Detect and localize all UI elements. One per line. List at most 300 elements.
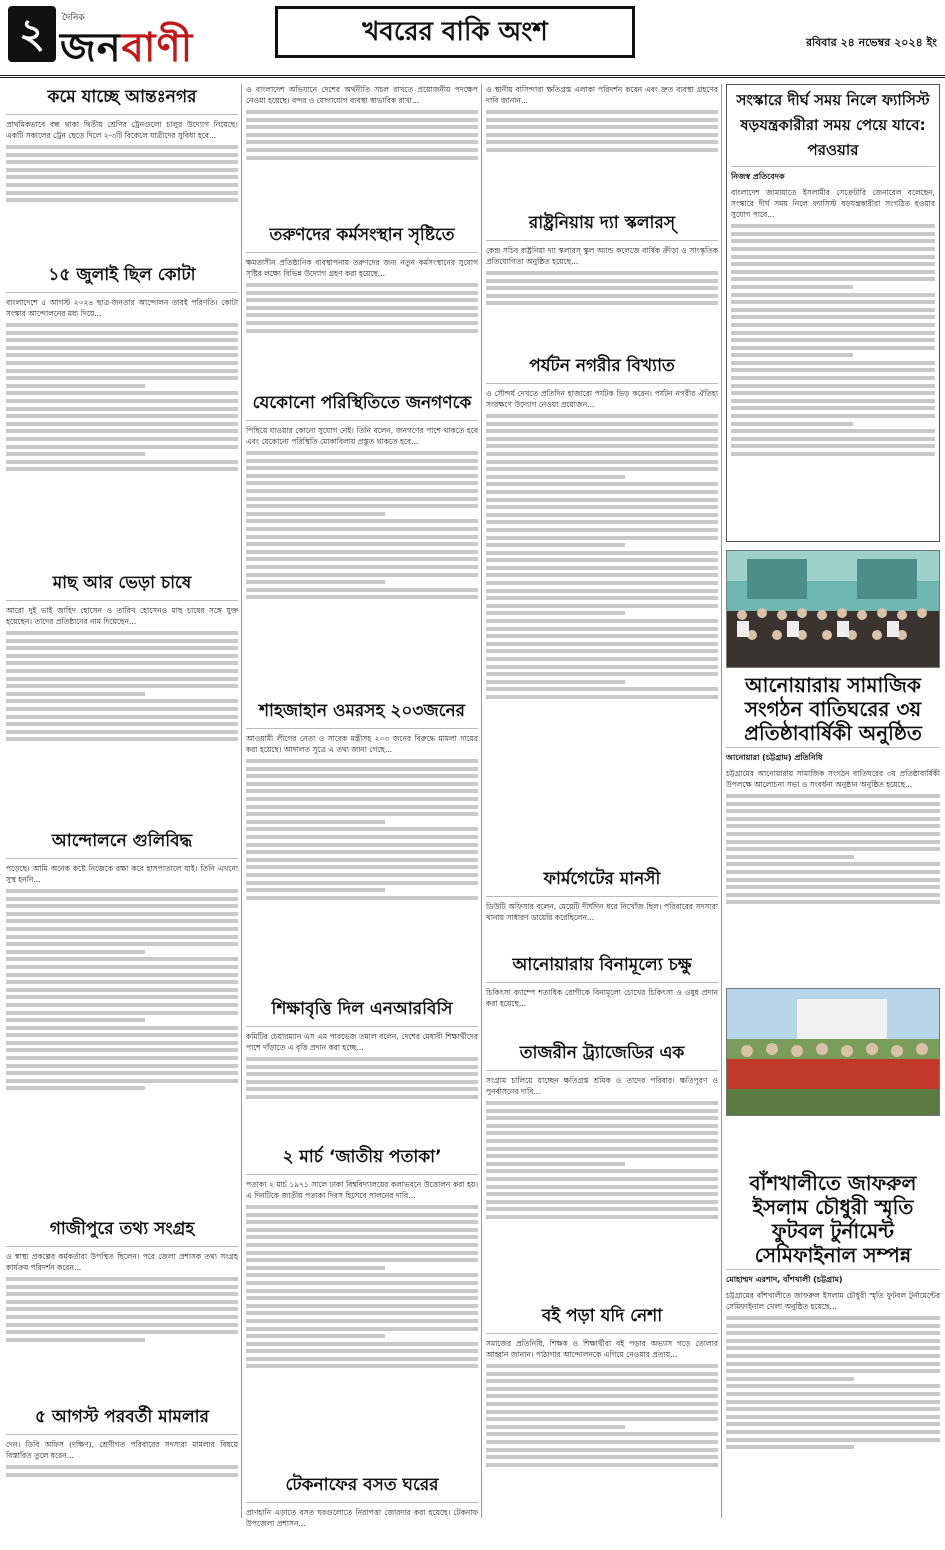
story-porwar xyxy=(726,84,940,542)
story-scholars xyxy=(486,210,718,345)
text-line-placeholder xyxy=(246,1273,478,1277)
story-body: সংগ্রাম চালিয়ে যাচ্ছেন ক্ষতিগ্রস্ত শ্রমিক ও তাদের পরিবার। ক্ষতিপূরণ ও পুনর্বাসনের দাবি... xyxy=(486,1075,718,1302)
story-body: ও সৌন্দর্য দেখতে প্রতিদিন হাজারো পর্যটক ভিড় করেন। পর্যটন নগরীর ঐতিহ্য সংরক্ষণে উদ্যোগ নেওয়া প্রয়োজন... xyxy=(486,388,718,865)
text-line-placeholder xyxy=(6,445,238,449)
text-line-placeholder xyxy=(246,573,478,577)
story-body: দেন। ডিবি অফিস (দক্ষিণ), শ্রেণীগত পরিবারের সদস্যরা মামলার বিষয়ে বিস্তারিত তুলে ধরেন... xyxy=(6,1439,238,1511)
story-body: কেন্দ্র সচিব রাষ্ট্রনিয়া দ্যা স্কলারস্ স্কুল অ্যান্ড কলেজে বার্ষিক ক্রীড়া ও সাংস্কৃতিক প্রতিযোগিতা অনুষ্ঠিত হয়েছে... xyxy=(486,245,718,352)
text-line-placeholder xyxy=(246,759,478,763)
story-continuation xyxy=(486,84,718,202)
text-line-placeholder xyxy=(726,1377,854,1381)
text-line-placeholder xyxy=(731,391,935,395)
text-line-placeholder xyxy=(246,858,478,862)
text-line-placeholder xyxy=(6,323,238,327)
story-body: কমিটির চেয়ারম্যান এস এম পারভেজ তমাল বলেন, দেশের মেধাবী শিক্ষার্থীদের পাশে দাঁড়াতে এ বৃত্তি প্রদান করা হচ্ছে... xyxy=(246,1031,478,1143)
text-line-placeholder xyxy=(246,451,478,455)
text-line-placeholder xyxy=(246,767,478,771)
text-line-placeholder xyxy=(726,1438,940,1442)
text-line-placeholder xyxy=(731,444,935,448)
story-any-situation xyxy=(246,390,478,690)
story-headline: আন্দোলনে গুলিবিদ্ধ xyxy=(6,828,238,859)
text-line-placeholder xyxy=(731,315,935,319)
text-line-placeholder xyxy=(6,661,238,665)
text-line-placeholder xyxy=(6,995,238,999)
text-line-placeholder xyxy=(246,1251,478,1255)
text-line-placeholder xyxy=(6,1018,145,1022)
text-line-placeholder xyxy=(246,306,478,310)
text-line-placeholder xyxy=(486,429,718,433)
text-line-placeholder xyxy=(486,414,718,418)
text-line-placeholder xyxy=(246,459,478,463)
text-line-placeholder xyxy=(6,1079,238,1083)
text-line-placeholder xyxy=(6,1048,238,1052)
text-line-placeholder xyxy=(246,1235,478,1239)
story-body: প্রাণহানি এড়াতে বসত ঘরগুলোতে নিরাপত্তা জোরদার করা হয়েছে। টেকনাফ উপজেলা প্রশাসন... xyxy=(246,1508,478,1529)
story-headline: যেকোনো পরিস্থিতিতে জনগণকে xyxy=(246,390,478,421)
text-line-placeholder xyxy=(731,247,935,251)
text-line-placeholder xyxy=(6,407,238,411)
text-line-placeholder xyxy=(246,1349,478,1353)
text-line-placeholder xyxy=(246,466,478,470)
text-line-placeholder xyxy=(726,832,940,836)
text-line-placeholder xyxy=(6,1011,238,1015)
text-line-placeholder xyxy=(486,619,718,623)
text-line-placeholder xyxy=(486,1207,718,1211)
text-line-placeholder xyxy=(486,528,718,532)
story-body: সমাজের প্রতিনিধি, শিক্ষক ও শিক্ষার্থীরা বই পড়ার অভ্যাস গড়ে তোলার আহ্বান জানান। পাঠাগার আন্দোলনকে এগিয়ে নেওয়ার প্রত্যয়... xyxy=(486,1338,718,1550)
story-nrbc-scholarship xyxy=(246,996,478,1136)
text-line-placeholder xyxy=(246,774,478,778)
text-line-placeholder xyxy=(246,557,478,561)
text-line-placeholder xyxy=(486,596,718,600)
text-line-placeholder xyxy=(246,535,478,539)
text-line-placeholder xyxy=(486,482,718,486)
text-line-placeholder xyxy=(6,904,238,908)
text-line-placeholder xyxy=(486,1455,718,1459)
text-line-placeholder xyxy=(6,422,238,426)
text-line-placeholder xyxy=(731,224,935,228)
text-line-placeholder xyxy=(486,110,718,114)
text-line-placeholder xyxy=(726,870,940,874)
text-line-placeholder xyxy=(6,631,238,635)
text-line-placeholder xyxy=(246,1311,478,1315)
story-book-reading xyxy=(486,1303,718,1543)
text-line-placeholder xyxy=(6,414,238,418)
text-line-placeholder xyxy=(6,1056,238,1060)
text-line-placeholder xyxy=(486,543,625,547)
story-body: চিকিৎসা ক্যাম্পে শতাধিক রোগীকে বিনামূল্যে চোখের চিকিৎসা ও ওষুধ প্রদান করা হয়েছে... xyxy=(486,988,718,1009)
story-continuation xyxy=(246,84,478,214)
text-line-placeholder xyxy=(246,512,385,516)
text-line-placeholder xyxy=(246,565,478,569)
text-line-placeholder xyxy=(6,935,238,939)
text-line-placeholder xyxy=(486,1131,718,1135)
story-body: আওয়ামী লীগের নেতা ও সাবেক মন্ত্রীসহ ২০৩ জনের বিরুদ্ধে মামলা দায়ের করা হয়েছে। আদালত সূত্রে এ তথ্য জানা গেছে... xyxy=(246,733,478,995)
story-football xyxy=(726,1171,940,1531)
text-line-placeholder xyxy=(731,399,935,403)
text-line-placeholder xyxy=(726,900,940,904)
story-2 xyxy=(6,262,238,562)
text-line-placeholder xyxy=(246,850,478,854)
text-line-placeholder xyxy=(6,384,145,388)
text-line-placeholder xyxy=(6,980,238,984)
text-line-placeholder xyxy=(6,460,238,464)
text-line-placeholder xyxy=(246,497,478,501)
text-line-placeholder xyxy=(486,581,718,585)
text-line-placeholder xyxy=(6,646,238,650)
story-teknaf xyxy=(246,1472,478,1532)
text-line-placeholder xyxy=(6,1465,238,1469)
text-line-placeholder xyxy=(246,1319,478,1323)
text-line-placeholder xyxy=(726,847,940,851)
text-line-placeholder xyxy=(486,642,718,646)
text-line-placeholder xyxy=(731,384,935,388)
story-byline: মোহাম্মদ এরশাদ, বাঁশখালী (চট্টগ্রাম) xyxy=(726,1275,843,1284)
text-line-placeholder xyxy=(486,687,718,691)
column-4 xyxy=(726,84,940,1518)
text-line-placeholder xyxy=(246,527,478,531)
text-line-placeholder xyxy=(486,279,718,283)
story-body: ও বাংলাদেশ অভিযানে দেশের অর্থনীতি সচল রাখতে প্রয়োজনীয় পদক্ষেপ নেওয়া হয়েছে। বন্দর ও যোগাযোগ ব্যবস্থা স্বাভাবিক রাখা... xyxy=(246,84,478,214)
story-headline: রাষ্ট্রনিয়ায় দ্যা স্কলারস্ xyxy=(486,210,718,241)
text-line-placeholder xyxy=(486,1425,625,1429)
story-headline: ফার্মগেটের মানসী xyxy=(486,866,718,897)
story-tazreen xyxy=(486,1040,718,1295)
story-headline: আনোয়ারায় সামাজিক সংগঠন বাতিঘরের ৩য় প্রতিষ্ঠাবার্ষিকী অনুষ্ঠিত xyxy=(726,673,940,748)
text-line-placeholder xyxy=(246,1065,478,1069)
text-line-placeholder xyxy=(246,797,478,801)
text-line-placeholder xyxy=(731,285,853,289)
text-line-placeholder xyxy=(486,695,718,699)
text-line-placeholder xyxy=(731,232,935,236)
text-line-placeholder xyxy=(6,912,238,916)
text-line-placeholder xyxy=(246,782,478,786)
text-line-placeholder xyxy=(726,1384,940,1388)
text-line-placeholder xyxy=(486,1147,718,1151)
text-line-placeholder xyxy=(486,140,718,144)
text-line-placeholder xyxy=(6,175,238,179)
text-line-placeholder xyxy=(731,262,935,266)
text-line-placeholder xyxy=(726,885,940,889)
text-line-placeholder xyxy=(486,475,625,479)
text-line-placeholder xyxy=(6,1292,238,1296)
logo-tagline: দৈনিক xyxy=(62,13,85,23)
text-line-placeholder xyxy=(6,168,238,172)
text-line-placeholder xyxy=(6,639,238,643)
story-byline: নিজস্ব প্রতিবেদক xyxy=(731,172,785,181)
text-line-placeholder xyxy=(246,1281,478,1285)
text-line-placeholder xyxy=(6,654,238,658)
text-line-placeholder xyxy=(6,338,238,342)
text-line-placeholder xyxy=(486,133,718,137)
text-line-placeholder xyxy=(6,737,238,741)
text-line-placeholder xyxy=(726,1346,940,1350)
text-line-placeholder xyxy=(486,536,718,540)
text-line-placeholder xyxy=(486,513,718,517)
text-line-placeholder xyxy=(486,657,718,661)
column-divider xyxy=(481,84,482,1518)
text-line-placeholder xyxy=(246,542,478,546)
section-title: খবরের বাকি অংশ xyxy=(275,6,635,58)
text-line-placeholder xyxy=(726,1415,940,1419)
text-line-placeholder xyxy=(486,1402,718,1406)
story-headline: ১৫ জুলাই ছিল কোটা xyxy=(6,262,238,293)
text-line-placeholder xyxy=(6,369,238,373)
story-4 xyxy=(6,828,238,1208)
text-line-placeholder xyxy=(246,489,478,493)
text-line-placeholder xyxy=(246,1205,478,1209)
text-line-placeholder xyxy=(6,942,238,946)
column-1 xyxy=(6,84,238,1518)
text-line-placeholder xyxy=(486,1109,718,1113)
text-line-placeholder xyxy=(6,346,238,350)
text-line-placeholder xyxy=(731,300,935,304)
story-tourist-city xyxy=(486,353,718,858)
text-line-placeholder xyxy=(731,277,935,281)
text-line-placeholder xyxy=(6,145,238,149)
text-line-placeholder xyxy=(731,414,935,418)
text-line-placeholder xyxy=(486,1387,718,1391)
text-line-placeholder xyxy=(246,1334,385,1338)
text-line-placeholder xyxy=(486,649,718,653)
text-line-placeholder xyxy=(6,1307,238,1311)
text-line-placeholder xyxy=(486,118,718,122)
text-line-placeholder xyxy=(486,505,718,509)
text-line-placeholder xyxy=(486,520,718,524)
story-byline: আনোয়ারা (চট্টগ্রাম) প্রতিনিধি xyxy=(726,753,823,762)
text-line-placeholder xyxy=(6,677,238,681)
text-line-placeholder xyxy=(246,148,478,152)
text-line-placeholder xyxy=(6,707,238,711)
story-body: বাংলাদেশে ৫ আগস্ট ২০২৪ ছাত্র-জনতার আন্দোলন তারই পরিণতি। কোটা সংস্কার আন্দোলনের মধ্য দিয়ে... xyxy=(6,297,238,569)
event-photo-football xyxy=(726,988,940,1116)
text-line-placeholder xyxy=(486,1192,718,1196)
text-line-placeholder xyxy=(486,1116,718,1120)
text-line-placeholder xyxy=(486,1101,718,1105)
story-body: চট্টগ্রামের বাঁশখালীতে জাফরুল ইসলাম চৌধুরী স্মৃতি ফুটবল টুর্নামেন্টের সেমিফাইনাল খেলা অনুষ্ঠিত হয়েছে... xyxy=(726,1290,940,1540)
text-line-placeholder xyxy=(246,835,478,839)
text-line-placeholder xyxy=(246,1095,478,1099)
text-line-placeholder xyxy=(246,313,478,317)
text-line-placeholder xyxy=(6,1026,238,1030)
text-line-placeholder xyxy=(6,353,238,357)
text-line-placeholder xyxy=(246,1243,478,1247)
text-line-placeholder xyxy=(246,812,478,816)
text-line-placeholder xyxy=(6,361,238,365)
text-line-placeholder xyxy=(486,1440,718,1444)
text-line-placeholder xyxy=(6,437,238,441)
text-line-placeholder xyxy=(246,283,478,287)
text-line-placeholder xyxy=(731,308,935,312)
text-line-placeholder xyxy=(6,669,238,673)
text-line-placeholder xyxy=(486,1463,718,1467)
story-203-accused xyxy=(246,698,478,988)
text-line-placeholder xyxy=(731,376,935,380)
text-line-placeholder xyxy=(246,1304,478,1308)
text-line-placeholder xyxy=(486,460,718,464)
text-line-placeholder xyxy=(6,684,238,688)
story-body: পড়েছে। আমি অনেক কষ্টে নিজেকে রক্ষা করে হাসপাতালে যাই। তিনি এখনো সুস্থ হননি... xyxy=(6,863,238,1215)
text-line-placeholder xyxy=(246,588,478,592)
text-line-placeholder xyxy=(6,722,238,726)
text-line-placeholder xyxy=(486,611,625,615)
text-line-placeholder xyxy=(486,444,718,448)
text-line-placeholder xyxy=(246,1342,478,1346)
text-line-placeholder xyxy=(731,338,935,342)
text-line-placeholder xyxy=(6,1338,145,1342)
text-line-placeholder xyxy=(6,889,238,893)
text-line-placeholder xyxy=(486,589,718,593)
text-line-placeholder xyxy=(486,437,718,441)
text-line-placeholder xyxy=(246,125,478,129)
text-line-placeholder xyxy=(6,950,145,954)
text-line-placeholder xyxy=(726,802,940,806)
text-line-placeholder xyxy=(246,504,478,508)
story-headline: গাজীপুরে তথ্য সংগ্রহ xyxy=(6,1216,238,1247)
text-line-placeholder xyxy=(246,481,478,485)
text-line-placeholder xyxy=(731,429,935,433)
text-line-placeholder xyxy=(6,988,238,992)
story-youth-employment xyxy=(246,222,478,382)
text-line-placeholder xyxy=(731,323,935,327)
text-line-placeholder xyxy=(486,680,625,684)
story-body: চট্টগ্রামের আনোয়ারায় সামাজিক সংগঠন বাতিঘরের ৩য় প্রতিষ্ঠাবার্ষিকী উপলক্ষে আলোচনা সভা ও সংবর্ধনা অনুষ্ঠান অনুষ্ঠিত হয়েছে... xyxy=(726,768,940,983)
text-line-placeholder xyxy=(246,118,478,122)
text-line-placeholder xyxy=(246,298,478,302)
text-line-placeholder xyxy=(6,927,238,931)
text-line-placeholder xyxy=(246,865,478,869)
text-line-placeholder xyxy=(246,1266,385,1270)
text-line-placeholder xyxy=(246,1080,478,1084)
text-line-placeholder xyxy=(731,270,935,274)
story-body: পিছিয়ে যাওয়ার কোনো সুযোগ নেই। তিনি বলেন, জনগণের পাশে থাকতে হবে এবং যেকোনো পরিস্থিতি মোকাবিলায় প্রস্তুত থাকতে হবে... xyxy=(246,425,478,697)
text-line-placeholder xyxy=(486,634,718,638)
text-line-placeholder xyxy=(6,1277,238,1281)
text-line-placeholder xyxy=(6,1323,238,1327)
text-line-placeholder xyxy=(6,429,238,433)
story-eye-camp xyxy=(486,952,718,1032)
text-line-placeholder xyxy=(726,893,940,897)
text-line-placeholder xyxy=(246,789,478,793)
text-line-placeholder xyxy=(6,897,238,901)
text-line-placeholder xyxy=(246,595,478,599)
text-line-placeholder xyxy=(246,156,478,160)
text-line-placeholder xyxy=(6,1003,238,1007)
text-line-placeholder xyxy=(246,896,478,900)
story-farmgate xyxy=(486,866,718,944)
text-line-placeholder xyxy=(6,467,238,471)
text-line-placeholder xyxy=(486,627,718,631)
text-line-placeholder xyxy=(486,1162,625,1166)
text-line-placeholder xyxy=(486,271,718,275)
text-line-placeholder xyxy=(486,1200,718,1204)
story-headline: কমে যাচ্ছে আন্তঃনগর xyxy=(6,84,238,115)
text-line-placeholder xyxy=(6,1064,238,1068)
text-line-placeholder xyxy=(246,1296,478,1300)
text-line-placeholder xyxy=(486,286,718,290)
text-line-placeholder xyxy=(246,1357,478,1361)
text-line-placeholder xyxy=(486,1169,718,1173)
text-line-placeholder xyxy=(486,1185,718,1189)
text-line-placeholder xyxy=(731,422,853,426)
story-body: ও স্বাস্থ্য প্রকল্পের কর্মকর্তারা উপস্থিত ছিলেন। পরে জেলা প্রশাসক তথ্য সংগ্রহ কার্যক্রম পরিদর্শন করেন... xyxy=(6,1251,238,1403)
story-batighor xyxy=(726,673,940,1163)
masthead xyxy=(0,0,945,78)
text-line-placeholder xyxy=(6,692,145,696)
text-line-placeholder xyxy=(6,160,238,164)
story-5 xyxy=(6,1216,238,1396)
text-line-placeholder xyxy=(246,843,478,847)
text-line-placeholder xyxy=(6,919,238,923)
text-line-placeholder xyxy=(726,817,940,821)
text-line-placeholder xyxy=(486,125,718,129)
story-body: আরো দুই ভাই জাহিদ হোসেন ও তারিখ হোসেনও মাছ চাষের সঙ্গে যুক্ত হয়েছেন। তাদের প্রতিষ্ঠানের নাম দিয়েছেন... xyxy=(6,605,238,827)
text-line-placeholder xyxy=(486,467,718,471)
text-line-placeholder xyxy=(246,1072,478,1076)
text-line-placeholder xyxy=(486,301,718,305)
text-line-placeholder xyxy=(6,391,238,395)
text-line-placeholder xyxy=(6,153,238,157)
text-line-placeholder xyxy=(246,820,385,824)
page-number: ২ xyxy=(8,6,56,62)
text-line-placeholder xyxy=(486,566,718,570)
text-line-placeholder xyxy=(6,399,238,403)
text-line-placeholder xyxy=(6,1071,238,1075)
text-line-placeholder xyxy=(6,1285,238,1289)
newspaper-logo: জনবাণী xyxy=(60,25,194,71)
text-line-placeholder xyxy=(726,862,940,866)
text-line-placeholder xyxy=(731,353,853,357)
text-line-placeholder xyxy=(246,519,478,523)
text-line-placeholder xyxy=(6,957,238,961)
text-line-placeholder xyxy=(246,140,478,144)
text-line-placeholder xyxy=(486,551,718,555)
story-headline: টেকনাফের বসত ঘরের xyxy=(246,1472,478,1503)
story-headline: আনোয়ারায় বিনামূল্যে চক্ষু xyxy=(486,952,718,983)
text-line-placeholder xyxy=(246,329,478,333)
story-national-flag xyxy=(246,1144,478,1464)
text-line-placeholder xyxy=(731,361,935,365)
text-line-placeholder xyxy=(246,873,478,877)
text-line-placeholder xyxy=(486,490,718,494)
story-headline: ৫ আগস্ট পরবর্তী মামলার xyxy=(6,1404,238,1435)
text-line-placeholder xyxy=(731,293,935,297)
text-line-placeholder xyxy=(731,346,935,350)
story-headline: বই পড়া যদি নেশা xyxy=(486,1303,718,1334)
story-headline: তাজরীন ট্র্যাজেডির এক xyxy=(486,1040,718,1071)
column-divider xyxy=(241,84,242,1518)
text-line-placeholder xyxy=(726,1316,940,1320)
text-line-placeholder xyxy=(246,888,385,892)
text-line-placeholder xyxy=(726,1331,940,1335)
text-line-placeholder xyxy=(486,1379,718,1383)
text-line-placeholder xyxy=(486,422,718,426)
column-divider xyxy=(721,84,722,1518)
text-line-placeholder xyxy=(486,1139,718,1143)
story-headline: মাছ আর ভেড়া চাষে xyxy=(6,570,238,601)
text-line-placeholder xyxy=(246,1220,478,1224)
text-line-placeholder xyxy=(486,1177,718,1181)
text-line-placeholder xyxy=(486,294,718,298)
text-line-placeholder xyxy=(246,1213,478,1217)
text-line-placeholder xyxy=(246,827,478,831)
story-headline: শাহজাহান ওমরসহ ২০৩জনের xyxy=(246,698,478,729)
story-headline: ২ মার্চ ‘জাতীয় পতাকা’ xyxy=(246,1144,478,1175)
text-line-placeholder xyxy=(6,1041,238,1045)
text-line-placeholder xyxy=(731,331,935,335)
text-line-placeholder xyxy=(246,805,478,809)
text-line-placeholder xyxy=(6,191,238,195)
